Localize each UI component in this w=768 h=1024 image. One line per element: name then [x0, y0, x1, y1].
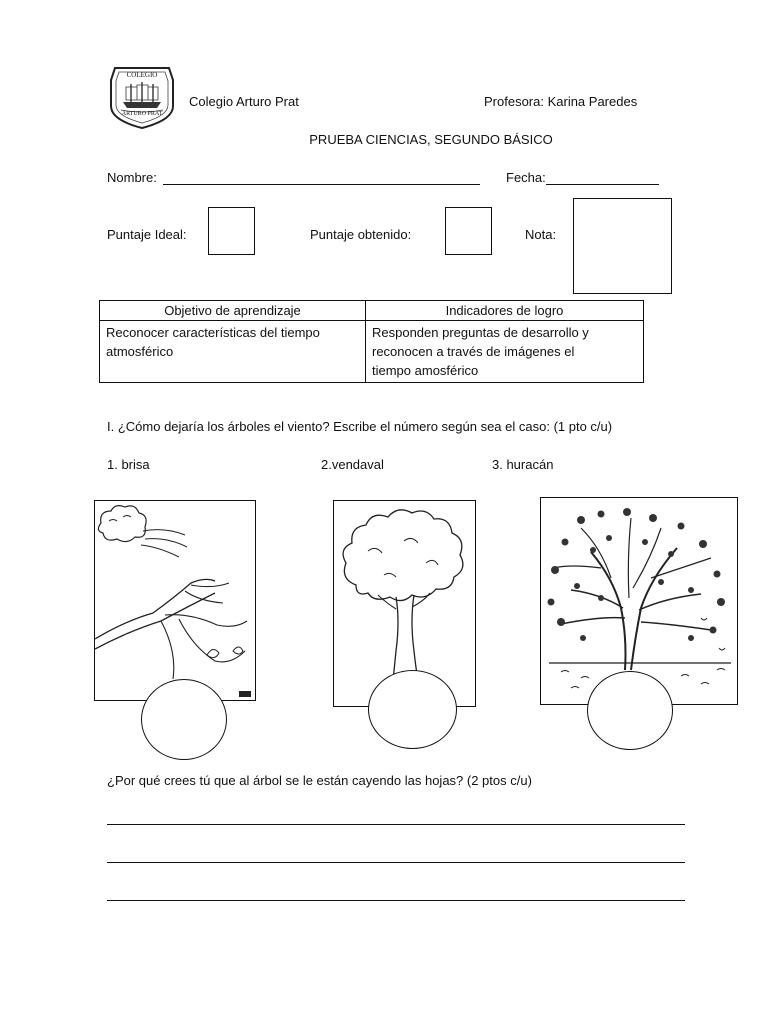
school-logo: [107, 62, 177, 130]
answer-line-1[interactable]: [107, 824, 685, 825]
ideal-score-label: Puntaje Ideal:: [107, 227, 187, 242]
table-cell: Reconocer características del tiempo atmosférico: [100, 321, 366, 383]
logo-text-top: COLEGIO: [126, 71, 158, 79]
table-row: [100, 321, 644, 383]
answer-circle-2[interactable]: [368, 670, 457, 749]
table-cell: Responden preguntas de desarrollo y reconocen a través de imágenes el tiempo amosférico: [366, 321, 644, 383]
option-brisa: 1. brisa: [107, 457, 150, 472]
school-name: Colegio Arturo Prat: [189, 94, 299, 109]
page-title: PRUEBA CIENCIAS, SEGUNDO BÁSICO: [309, 132, 553, 147]
teacher-name: Profesora: Karina Paredes: [484, 94, 638, 109]
obtained-score-box[interactable]: [445, 207, 492, 255]
grade-label: Nota:: [525, 227, 557, 242]
question-1-prompt: I. ¿Cómo dejaría los árboles el viento? Escribe el número según sea el caso: (1 pto c/u): [107, 419, 613, 434]
date-label: Fecha:: [506, 170, 546, 185]
answer-circle-3[interactable]: [587, 671, 673, 750]
option-huracan: 3. huracán: [492, 457, 554, 472]
answer-line-3[interactable]: [107, 900, 685, 901]
option-vendaval: 2.vendaval: [321, 457, 384, 472]
wind-tree-icon: [95, 501, 255, 700]
name-field[interactable]: [163, 184, 480, 185]
logo-text-bottom: ARTURO PRAT: [121, 111, 163, 117]
answer-circle-1[interactable]: [141, 679, 227, 760]
date-field[interactable]: [546, 184, 659, 185]
grade-box[interactable]: [573, 198, 672, 294]
picture-windy-tree: [94, 500, 256, 701]
objectives-table: [99, 300, 644, 383]
ideal-score-box[interactable]: [208, 207, 255, 255]
answer-line-2[interactable]: [107, 862, 685, 863]
question-2-prompt: ¿Por qué crees tú que al árbol se le están cayendo las hojas? (2 ptos c/u): [107, 773, 532, 788]
name-label: Nombre:: [107, 170, 157, 185]
obtained-score-label: Puntaje obtenido:: [310, 227, 412, 242]
table-header-row: [100, 301, 644, 321]
table-header: Objetivo de aprendizaje: [100, 301, 366, 321]
table-header: Indicadores de logro: [366, 301, 644, 321]
